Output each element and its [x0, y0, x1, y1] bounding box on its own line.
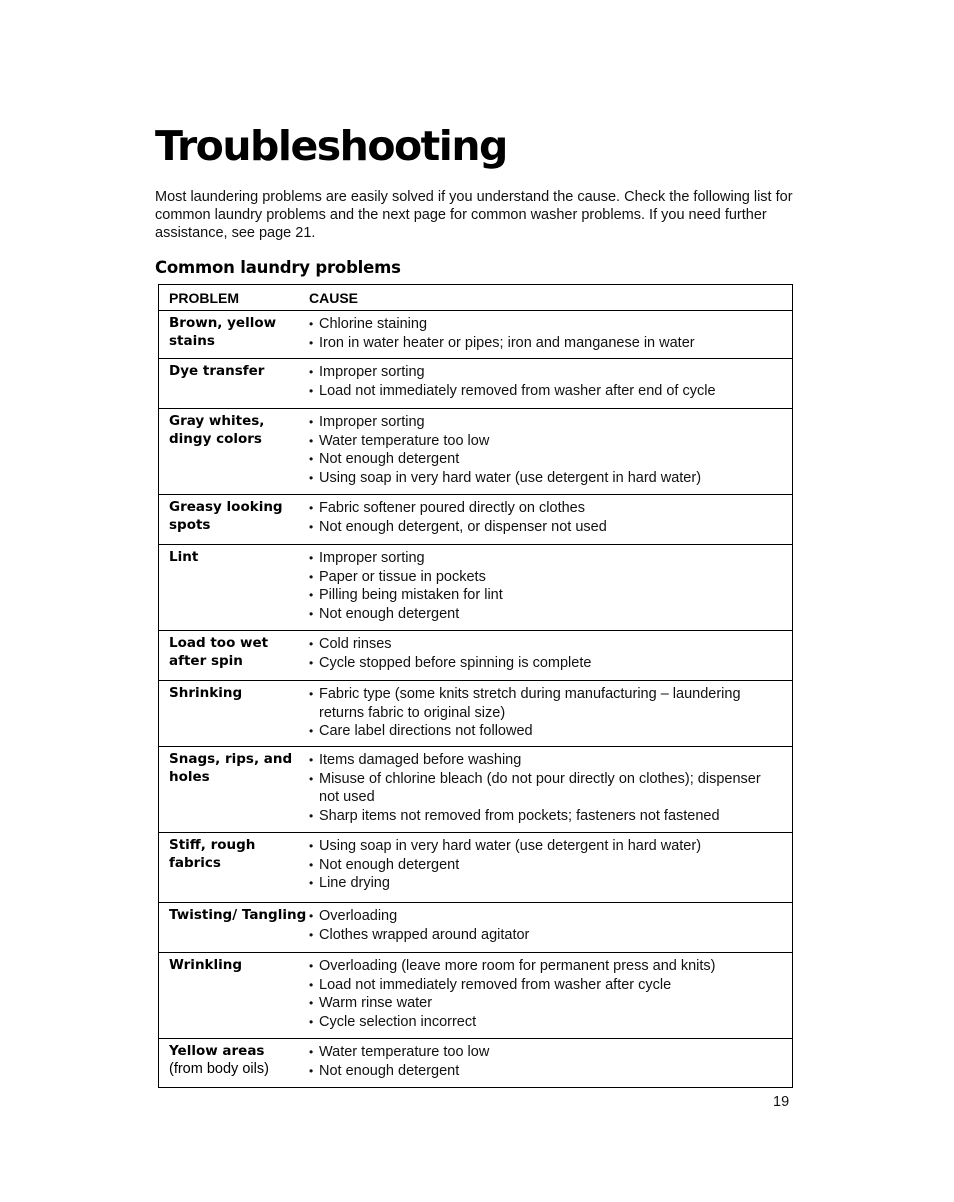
cause-text: Using soap in very hard water (use detergent in hard water) — [319, 838, 702, 854]
cause-cell — [309, 413, 792, 494]
problem-label: Lint — [169, 549, 199, 565]
bullet-icon: • — [309, 588, 314, 602]
problem-label: Yellow areas — [169, 1043, 265, 1059]
cause-item — [309, 926, 784, 945]
section-heading: Common laundry problems — [155, 258, 401, 277]
bullet-icon: • — [309, 909, 314, 923]
cause-text: Improper sorting — [319, 414, 425, 430]
bullet-icon: • — [309, 724, 314, 738]
cause-text: Not enough detergent — [319, 451, 460, 467]
bullet-icon: • — [309, 501, 314, 515]
table-body — [159, 311, 792, 1087]
bullet-icon: • — [309, 655, 314, 670]
problem-cell — [159, 413, 309, 494]
cause-cell — [309, 685, 792, 746]
problem-cell — [159, 751, 309, 832]
cause-item — [309, 413, 784, 432]
cause-item — [309, 654, 784, 673]
cause-cell — [309, 957, 792, 1038]
problem-note: (from body oils) — [169, 1060, 269, 1077]
problem-label: Brown, yellow stains — [169, 315, 277, 349]
problem-cell — [159, 957, 309, 1038]
cause-text: Not enough detergent, or dispenser not used — [319, 518, 607, 535]
cause-item — [309, 450, 784, 469]
problem-column-header: PROBLEM — [169, 289, 239, 306]
bullet-icon: • — [309, 977, 314, 992]
cause-text: Fabric type (some knits stretch during manufacturing – laundering returns fabric to original size) — [319, 686, 741, 721]
cause-item — [309, 1062, 784, 1081]
bullet-icon: • — [309, 687, 314, 701]
problem-cell — [159, 315, 309, 358]
cause-item — [309, 382, 784, 401]
cause-text: Clothes wrapped around agitator — [319, 926, 530, 943]
cause-text: Pilling being mistaken for lint — [319, 587, 503, 603]
cause-item — [309, 874, 784, 893]
cause-text: Water temperature too low — [319, 1044, 490, 1060]
table-row — [159, 1039, 792, 1087]
bullet-icon: • — [309, 335, 314, 350]
table-header — [159, 285, 792, 311]
cause-item — [309, 856, 784, 875]
bullet-icon: • — [309, 365, 314, 379]
cause-text: Cycle stopped before spinning is complete — [319, 654, 592, 671]
cause-text: Not enough detergent — [319, 1062, 460, 1079]
cause-item — [309, 363, 784, 382]
bullet-icon: • — [309, 637, 314, 651]
bullet-icon: • — [309, 433, 314, 448]
bullet-icon: • — [309, 383, 314, 398]
cause-text: Improper sorting — [319, 364, 425, 380]
cause-item — [309, 957, 784, 976]
bullet-icon: • — [309, 551, 314, 565]
cause-cell — [309, 837, 792, 902]
bullet-icon: • — [309, 452, 314, 466]
cause-cell — [309, 549, 792, 630]
bullet-icon: • — [309, 519, 314, 534]
bullet-icon: • — [309, 876, 314, 890]
cause-text: Line drying — [319, 875, 390, 891]
page-number: 19 — [773, 1094, 790, 1110]
problem-cell — [159, 499, 309, 544]
cause-text: Care label directions not followed — [319, 723, 533, 739]
bullet-icon: • — [309, 569, 314, 584]
problem-cell — [159, 1043, 309, 1087]
cause-text: Using soap in very hard water (use detergent in hard water) — [319, 469, 702, 486]
table-row — [159, 953, 792, 1039]
cause-text: Not enough detergent — [319, 605, 460, 622]
cause-item — [309, 976, 784, 995]
bullet-icon: • — [309, 317, 314, 331]
table-row — [159, 359, 792, 409]
intro-paragraph: Most laundering problems are easily solved if you understand the cause. Check the following list for common laundry problems and the next page for common washer problems. If you need further assistance, see page 21. — [155, 189, 793, 241]
cause-cell — [309, 635, 792, 680]
table-row — [159, 631, 792, 681]
table-row — [159, 833, 792, 903]
cause-cell — [309, 363, 792, 408]
table-row — [159, 903, 792, 953]
laundry-problems-table — [158, 284, 793, 1088]
cause-cell — [309, 1043, 792, 1087]
cause-column-header: CAUSE — [309, 289, 359, 306]
problem-cell — [159, 907, 309, 952]
cause-item — [309, 722, 784, 741]
bullet-icon: • — [309, 959, 314, 973]
cause-text: Items damaged before washing — [319, 752, 522, 768]
cause-item — [309, 605, 784, 624]
cause-text: Misuse of chlorine bleach (do not pour directly on clothes); dispenser not used — [319, 770, 761, 805]
cause-item — [309, 432, 784, 451]
cause-item — [309, 837, 784, 856]
cause-cell — [309, 751, 792, 832]
cause-text: Improper sorting — [319, 550, 425, 566]
bullet-icon: • — [309, 927, 314, 942]
cause-text: Not enough detergent — [319, 856, 460, 873]
cause-item — [309, 807, 784, 826]
problem-label: Wrinkling — [169, 957, 243, 973]
cause-cell — [309, 499, 792, 544]
cause-text: Load not immediately removed from washer after end of cycle — [319, 382, 716, 399]
cause-text: Sharp items not removed from pockets; fasteners not fastened — [319, 807, 720, 824]
cause-item — [309, 685, 784, 722]
bullet-icon: • — [309, 415, 314, 429]
problem-label: Twisting/ Tangling — [169, 907, 307, 923]
bullet-icon: • — [309, 808, 314, 823]
cause-cell — [309, 907, 792, 952]
cause-item — [309, 499, 784, 518]
problem-label: Dye transfer — [169, 363, 265, 379]
table-row — [159, 747, 792, 833]
cause-item — [309, 518, 784, 537]
table-row — [159, 311, 792, 359]
cause-item — [309, 994, 784, 1013]
bullet-icon: • — [309, 606, 314, 621]
table-row — [159, 409, 792, 495]
cause-item — [309, 1013, 784, 1032]
cause-cell — [309, 315, 792, 358]
problem-cell — [159, 635, 309, 680]
table-row — [159, 545, 792, 631]
cause-item — [309, 568, 784, 587]
cause-text: Overloading — [319, 908, 398, 924]
cause-text: Load not immediately removed from washer after cycle — [319, 976, 672, 993]
cause-text: Paper or tissue in pockets — [319, 568, 486, 585]
bullet-icon: • — [309, 1063, 314, 1078]
bullet-icon: • — [309, 1014, 314, 1029]
problem-label: Stiff, rough fabrics — [169, 837, 256, 871]
problem-cell — [159, 549, 309, 630]
cause-item — [309, 586, 784, 605]
cause-item — [309, 315, 784, 334]
cause-text: Cold rinses — [319, 636, 392, 652]
cause-item — [309, 751, 784, 770]
cause-text: Warm rinse water — [319, 995, 433, 1011]
problem-cell — [159, 363, 309, 408]
bullet-icon: • — [309, 839, 314, 853]
cause-text: Cycle selection incorrect — [319, 1013, 477, 1030]
bullet-icon: • — [309, 996, 314, 1010]
page-title: Troubleshooting — [155, 122, 507, 170]
problem-label: Greasy looking spots — [169, 499, 283, 533]
problem-cell — [159, 685, 309, 746]
cause-item — [309, 334, 784, 353]
bullet-icon: • — [309, 753, 314, 767]
bullet-icon: • — [309, 857, 314, 872]
cause-item — [309, 1043, 784, 1062]
cause-item — [309, 770, 784, 807]
cause-text: Fabric softener poured directly on clothes — [319, 500, 585, 516]
table-row — [159, 495, 792, 545]
bullet-icon: • — [309, 771, 314, 786]
cause-item — [309, 469, 784, 488]
cause-item — [309, 635, 784, 654]
cause-item — [309, 549, 784, 568]
cause-text: Iron in water heater or pipes; iron and manganese in water — [319, 334, 695, 351]
bullet-icon: • — [309, 1045, 314, 1059]
table-row — [159, 681, 792, 747]
cause-text: Overloading (leave more room for permanent press and knits) — [319, 958, 716, 974]
cause-item — [309, 907, 784, 926]
problem-label: Load too wet after spin — [169, 635, 269, 669]
problem-cell — [159, 837, 309, 902]
cause-text: Water temperature too low — [319, 432, 490, 449]
problem-label: Snags, rips, and holes — [169, 751, 293, 785]
cause-text: Chlorine staining — [319, 316, 428, 332]
problem-label: Shrinking — [169, 685, 243, 701]
problem-label: Gray whites, dingy colors — [169, 413, 265, 447]
bullet-icon: • — [309, 470, 314, 485]
